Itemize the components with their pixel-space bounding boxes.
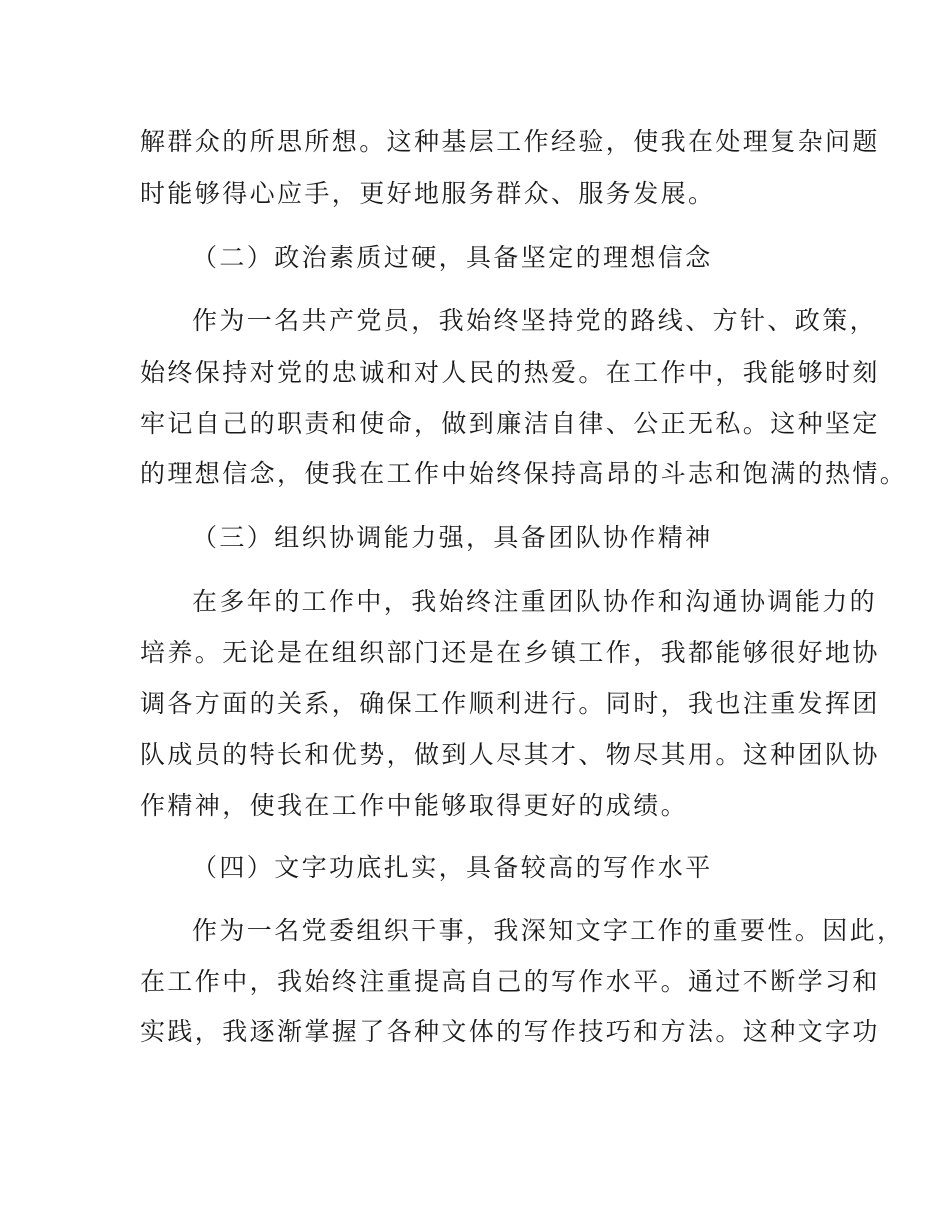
section-heading-2: （二）政治素质过硬，具备坚定的理想信念 xyxy=(192,243,713,272)
section-heading-3: （三）组织协调能力强，具备团队协作精神 xyxy=(192,523,713,552)
section-heading-4: （四）文字功底扎实，具备较高的写作水平 xyxy=(192,853,713,882)
paragraph-line: 作为一名共产党员，我始终坚持党的路线、方针、政策， xyxy=(192,306,878,335)
paragraph-line: 的理想信念，使我在工作中始终保持高昂的斗志和饱满的热情。 xyxy=(140,459,908,488)
paragraph-line: 解群众的所思所想。这种基层工作经验，使我在处理复杂问题 xyxy=(140,127,880,156)
paragraph-line: 在工作中，我始终注重提高自己的写作水平。通过不断学习和 xyxy=(140,967,880,996)
paragraph-line: 实践，我逐渐掌握了各种文体的写作技巧和方法。这种文字功 xyxy=(140,1017,880,1046)
paragraph-line: 时能够得心应手，更好地服务群众、服务发展。 xyxy=(140,179,716,208)
paragraph-line: 调各方面的关系，确保工作顺利进行。同时，我也注重发挥团 xyxy=(140,689,880,718)
paragraph-line: 牢记自己的职责和使命，做到廉洁自律、公正无私。这种坚定 xyxy=(140,409,880,438)
paragraph-line: 始终保持对党的忠诚和对人民的热爱。在工作中，我能够时刻 xyxy=(140,358,880,387)
paragraph-line: 在多年的工作中，我始终注重团队协作和沟通协调能力的 xyxy=(192,587,878,616)
paragraph-line: 队成员的特长和优势，做到人尽其才、物尽其用。这种团队协 xyxy=(140,740,880,769)
paragraph-line: 作精神，使我在工作中能够取得更好的成绩。 xyxy=(140,791,689,820)
paragraph-line: 作为一名党委组织干事，我深知文字工作的重要性。因此， xyxy=(192,916,905,945)
paragraph-line: 培养。无论是在组织部门还是在乡镇工作，我都能够很好地协 xyxy=(140,638,880,667)
